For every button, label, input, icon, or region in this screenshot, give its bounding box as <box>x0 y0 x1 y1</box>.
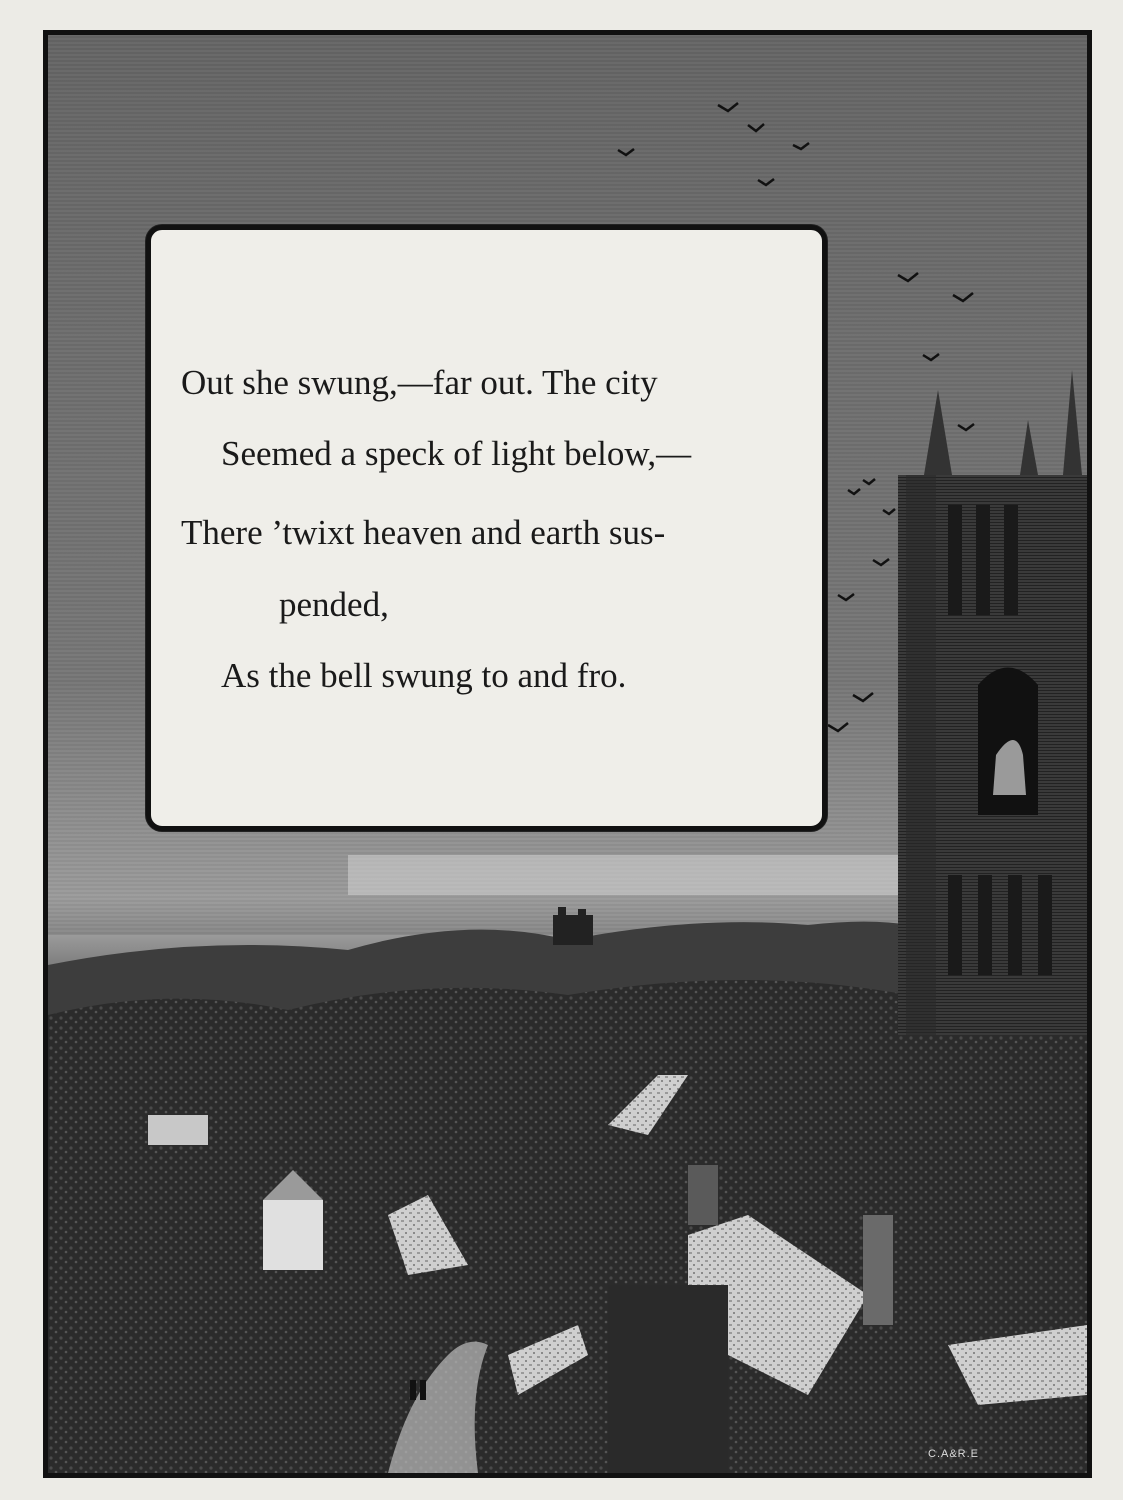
verse-panel <box>146 225 827 831</box>
foliage <box>48 980 1087 1473</box>
verse <box>151 230 822 826</box>
engraver-signature: C.A&R.E <box>928 1448 980 1460</box>
horizon-glow <box>348 855 908 895</box>
figure-2 <box>420 1380 426 1400</box>
verse-line-4: pended, <box>279 585 389 624</box>
verse-line-2: Seemed a speck of light below,— <box>221 434 692 473</box>
verse-line-5: As the bell swung to and fro. <box>221 656 627 695</box>
distant-castle <box>553 915 593 945</box>
figure-1 <box>410 1380 416 1400</box>
verse-line-3: There ’twixt heaven and earth sus- <box>181 513 666 552</box>
verse-line-1: Out she swung,—far out. The city <box>181 363 658 402</box>
